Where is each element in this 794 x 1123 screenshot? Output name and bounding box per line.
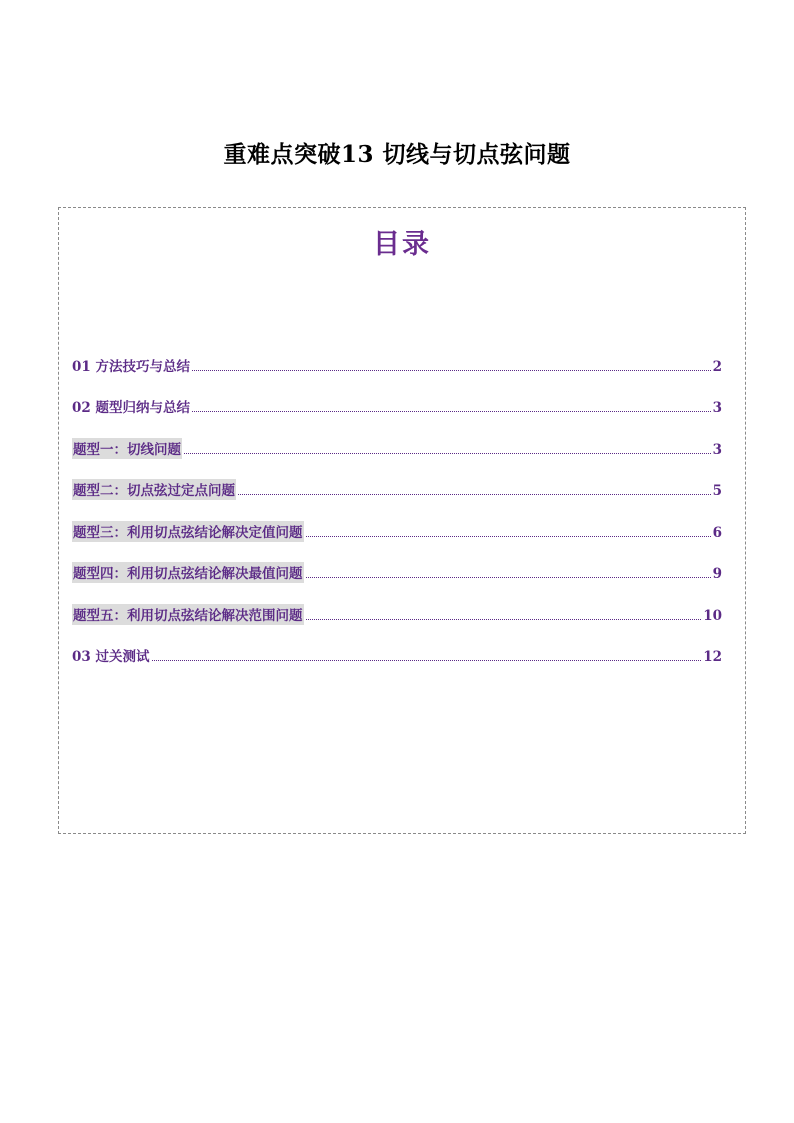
toc-leader-dots — [306, 535, 711, 537]
toc-entry-type-1[interactable] — [72, 417, 722, 459]
toc-page-number: 9 — [712, 566, 722, 582]
toc-leader-dots — [192, 369, 711, 371]
toc-leader-dots — [238, 493, 711, 495]
toc-leader-dots — [306, 576, 711, 578]
toc-entry-label: 题型三：利用切点弦结论解决定值问题 — [72, 521, 304, 542]
toc-heading: 目录 — [373, 229, 431, 260]
toc-page-number: 3 — [712, 441, 722, 458]
toc-entry-label: 题型四：利用切点弦结论解决最值问题 — [72, 562, 304, 583]
toc-entry-label: 题型一：切线问题 — [72, 438, 182, 459]
toc-entry-type-2[interactable] — [72, 459, 722, 501]
toc-entry-type-4[interactable] — [72, 542, 722, 584]
toc-entry-label: 02 题型归纳与总结 — [72, 400, 190, 416]
toc-leader-dots — [192, 410, 711, 412]
toc-list — [72, 334, 722, 666]
toc-entry-methods-summary[interactable] — [72, 334, 722, 376]
table-of-contents — [58, 207, 746, 834]
toc-entry-label: 题型二：切点弦过定点问题 — [72, 479, 236, 500]
toc-page-number: 3 — [712, 400, 722, 416]
toc-leader-dots — [306, 618, 702, 620]
toc-page-number: 6 — [712, 524, 722, 541]
toc-page-number: 2 — [712, 358, 722, 375]
toc-page-number: 12 — [703, 649, 722, 665]
toc-entry-types-summary[interactable] — [72, 376, 722, 418]
toc-entry-final-test[interactable] — [72, 625, 722, 667]
toc-leader-dots — [184, 452, 711, 454]
toc-entry-type-5[interactable] — [72, 583, 722, 625]
toc-page-number: 10 — [703, 607, 722, 624]
toc-page-number: 5 — [712, 483, 722, 499]
toc-entry-label: 01 方法技巧与总结 — [72, 358, 190, 375]
toc-leader-dots — [152, 659, 702, 661]
toc-entry-label: 03 过关测试 — [72, 649, 150, 665]
toc-entry-label: 题型五：利用切点弦结论解决范围问题 — [72, 604, 304, 625]
toc-entry-type-3[interactable] — [72, 500, 722, 542]
document-title: 重难点突破13 切线与切点弦问题 — [223, 141, 571, 168]
